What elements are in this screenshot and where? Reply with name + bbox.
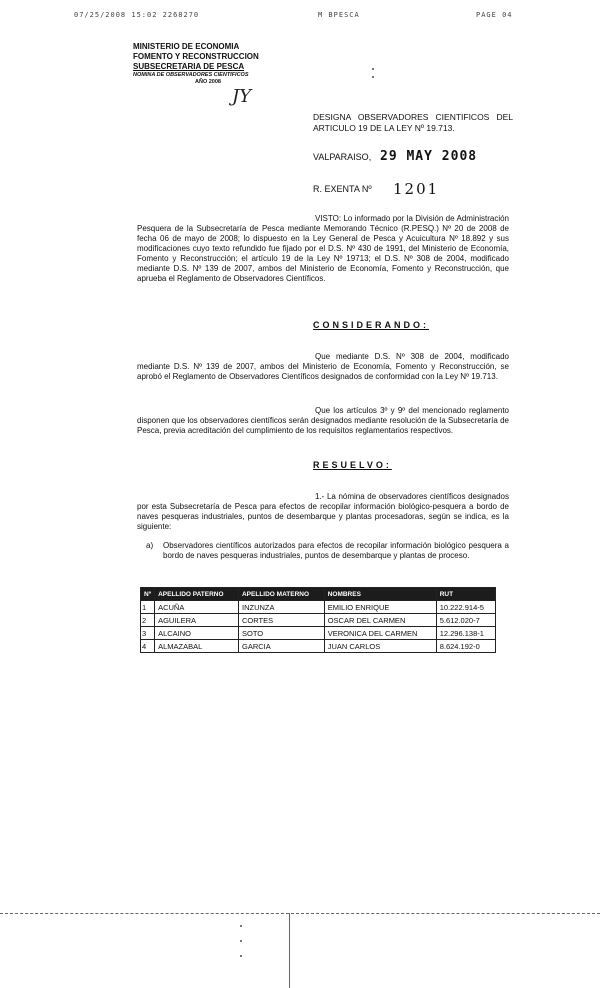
letterhead-ministry: MINISTERIO DE ECONOMIA xyxy=(133,42,240,51)
row-rut: 12.296.138-1 xyxy=(436,627,495,640)
row-paterno: AGUILERA xyxy=(155,614,239,627)
header-rut: RUT xyxy=(436,588,495,601)
item-a-marker: a) xyxy=(146,541,154,550)
row-materno: GARCIA xyxy=(238,640,324,653)
fax-header-left: 07/25/2008 15:02 2268270 xyxy=(74,11,200,19)
considerando-heading: CONSIDERANDO: xyxy=(313,320,430,330)
row-nombres: JUAN CARLOS xyxy=(324,640,436,653)
row-number: 1 xyxy=(141,601,155,614)
row-paterno: ALCAINO xyxy=(155,627,239,640)
place-label: VALPARAISO, xyxy=(313,152,372,162)
document-subject: DESIGNA OBSERVADORES CIENTIFICOS DEL ARTICULO 19 DE LA LEY Nº 19.713. xyxy=(313,112,513,133)
considerando-1: Que mediante D.S. Nº 308 de 2004, modificado mediante D.S. Nº 139 de 2007, ambos del Ministerio de Economía, Fomento y Reconstrucción, se aprobó el Reglamento de Observadores Científicos designados de conformidad con la Ley Nº 19.713. xyxy=(137,352,509,381)
row-materno: CORTES xyxy=(238,614,324,627)
fax-speck xyxy=(372,76,374,78)
resuelvo-point-1: 1.- La nómina de observadores científicos designados por esta Subsecretaría de Pesca para efectos de recopilar información biológico-pesquera a bordo de naves pesqueras industriales, puntos de desembarque y plantas procesadoras, según se indica, es la siguiente: xyxy=(137,492,509,531)
letterhead xyxy=(133,42,303,86)
fax-speck xyxy=(372,68,374,70)
letterhead-subsecretaria: SUBSECRETARIA DE PESCA xyxy=(133,62,245,71)
letterhead-year: AÑO 2008 xyxy=(195,79,221,85)
header-materno: APELLIDO MATERNO xyxy=(238,588,324,601)
row-rut: 10.222.914-5 xyxy=(436,601,495,614)
fax-speck xyxy=(240,955,242,957)
handwritten-initials: JY xyxy=(232,86,252,107)
table-row xyxy=(141,614,496,627)
considerando-2: Que los artículos 3º y 9º del mencionado reglamento disponen que los observadores científicos serán designados mediante resolución de la Subsecretaría de Pesca, previa acreditación del cumplimiento de los requisitos reglamentarios respectivos. xyxy=(137,406,509,435)
date-stamp: 29 MAY 2008 xyxy=(380,149,478,164)
row-nombres: OSCAR DEL CARMEN xyxy=(324,614,436,627)
item-a-text: Observadores científicos autorizados para efectos de recopilar información biológico pesquera a bordo de naves pesqueras industriales, puntos de desembarque y plantas de proceso. xyxy=(163,541,509,560)
resolution-label: R. EXENTA Nº xyxy=(313,184,372,194)
row-materno: SOTO xyxy=(238,627,324,640)
resuelvo-heading: RESUELVO: xyxy=(313,460,392,470)
visto-paragraph: VISTO: Lo informado por la División de Administración Pesquera de la Subsecretaría de Pesca mediante Memorando Técnico (R.PESQ.) Nº 20 de 2008 de fecha 06 de mayo de 2008; lo dispuesto en la Ley General de Pesca y Acuicultura Nº 18.892 y sus modificaciones cuyo texto refundido fue fijado por el D.S. Nº 430 de 1991, del Ministerio de Economía, Fomento y Reconstrucción; el artículo 19 de la Ley Nº 19713; el D.S. Nº 308 de 2004, modificado mediante D.S. Nº 139 de 2007, ambos del Ministerio de Economía, Fomento y Reconstrucción, que aprueba el Reglamento de Observadores Científicos. xyxy=(137,214,509,283)
row-number: 2 xyxy=(141,614,155,627)
fax-speck xyxy=(240,925,242,927)
resolution-number: 1201 xyxy=(393,180,440,198)
page-break-rule xyxy=(0,913,600,914)
table-row xyxy=(141,640,496,653)
fax-vertical-rule xyxy=(289,913,290,988)
table-row xyxy=(141,627,496,640)
fax-header-page: PAGE 04 xyxy=(476,11,513,19)
observers-table xyxy=(140,587,496,653)
row-number: 4 xyxy=(141,640,155,653)
table-header-row xyxy=(141,588,496,601)
row-nombres: VERONICA DEL CARMEN xyxy=(324,627,436,640)
fax-speck xyxy=(240,940,242,942)
row-rut: 8.624.192-0 xyxy=(436,640,495,653)
row-paterno: ALMAZABAL xyxy=(155,640,239,653)
row-materno: INZUNZA xyxy=(238,601,324,614)
table-row xyxy=(141,601,496,614)
fax-header-center: M BPESCA xyxy=(318,11,360,19)
row-paterno: ACUÑA xyxy=(155,601,239,614)
header-nombres: NOMBRES xyxy=(324,588,436,601)
header-paterno: APELLIDO PATERNO xyxy=(155,588,239,601)
letterhead-office: NOMINA DE OBSERVADORES CIENTIFICOS xyxy=(133,72,249,78)
header-number: Nº xyxy=(141,588,155,601)
letterhead-ministry-2: FOMENTO Y RECONSTRUCCION xyxy=(133,52,259,61)
row-rut: 5.612.020-7 xyxy=(436,614,495,627)
row-nombres: EMILIO ENRIQUE xyxy=(324,601,436,614)
row-number: 3 xyxy=(141,627,155,640)
